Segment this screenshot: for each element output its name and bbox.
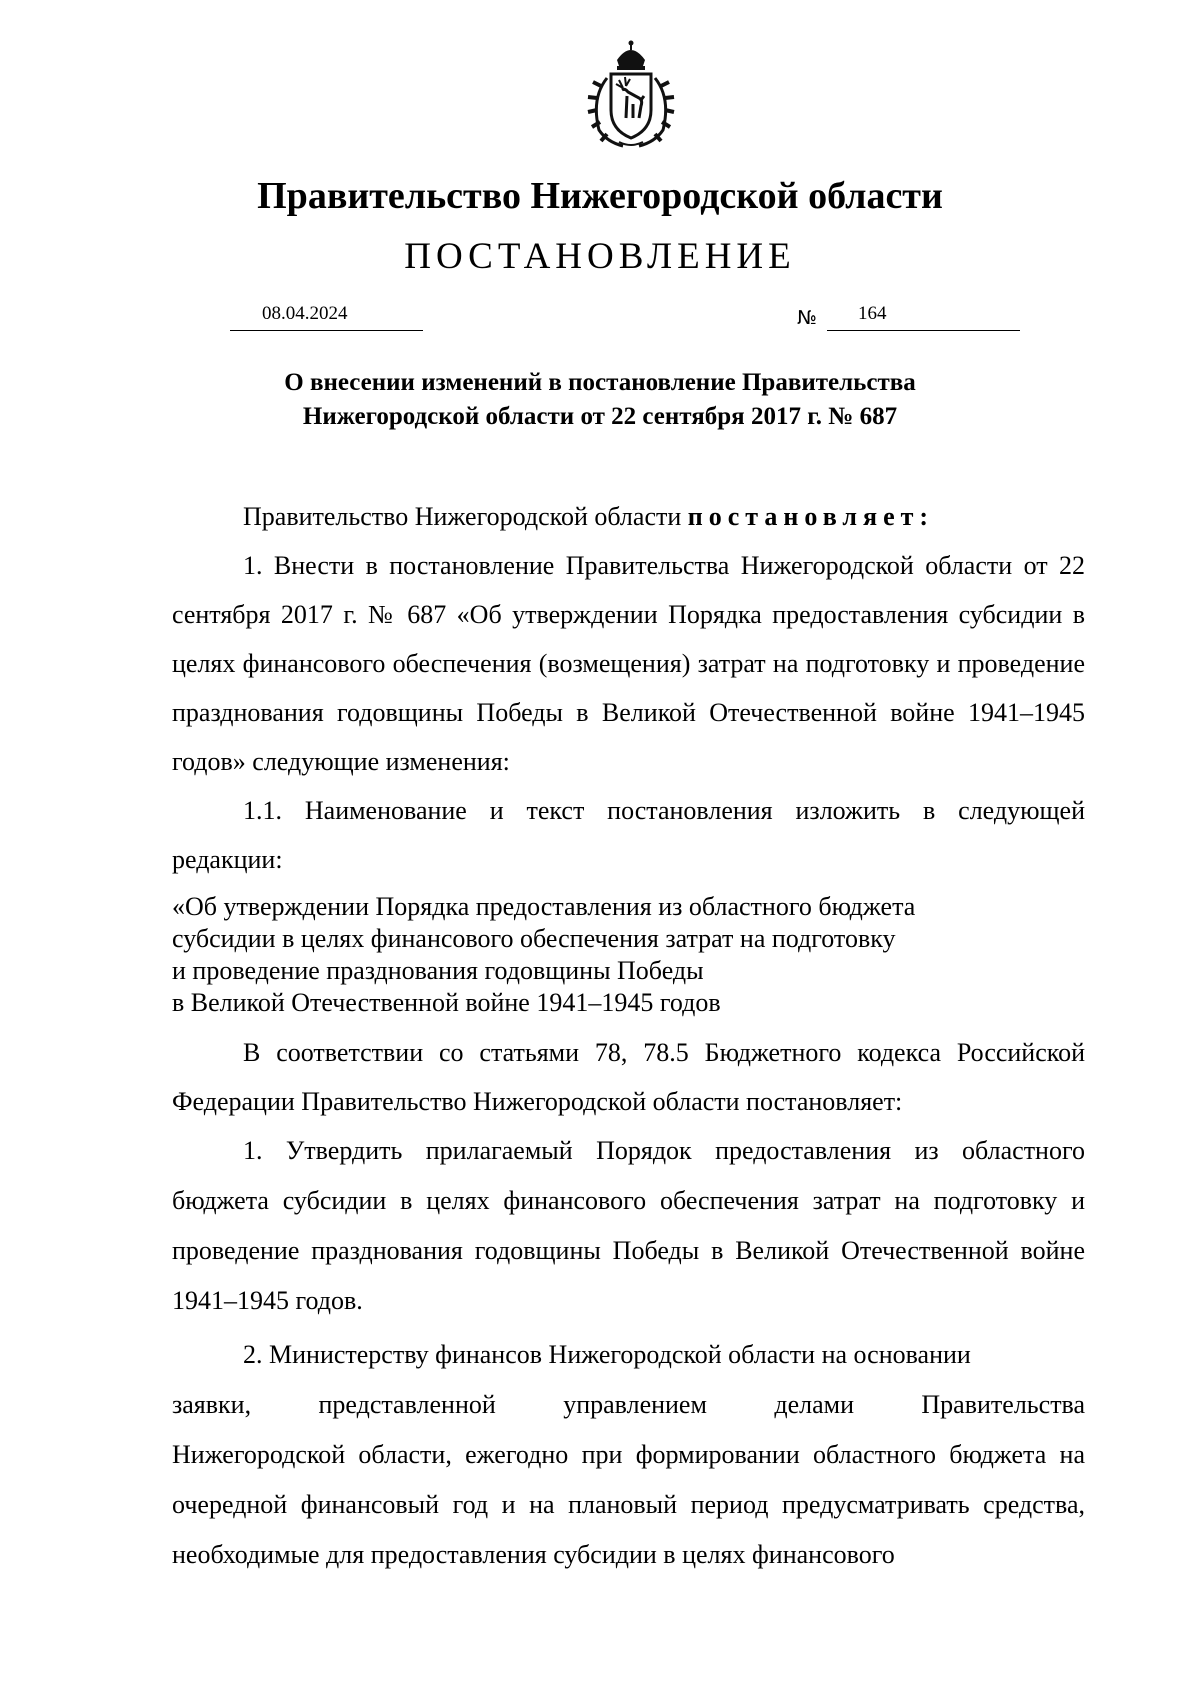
preamble-text: Правительство Нижегородской области (243, 502, 688, 531)
paragraph-quoted-item-2-rest: Нижегородской области, ежегодно при формировании областного бюджета на очередной финансовый год и на плановый период предусматривать средства, необходимые для предоставления субсидии в целях финансового (172, 1440, 1085, 1569)
government-name: Правительство Нижегородской области (257, 175, 943, 217)
number-sign: № (797, 307, 817, 329)
number-underline (827, 330, 1020, 331)
word-1: заявки, (172, 1390, 252, 1419)
word-4: делами (774, 1390, 854, 1419)
heading-line-2: Нижегородской области от 22 сентября 2017 г. № 687 (302, 403, 898, 430)
paragraph-basis: В соответствии со статьями 78, 78.5 Бюджетного кодекса Российской Федерации Правительство Нижегородской области постановляет: (172, 1038, 1085, 1116)
quote-line-3: и проведение празднования годовщины Победы (172, 956, 704, 985)
paragraph-quoted-item-1: 1. Утвердить прилагаемый Порядок предоставления из областного бюджета субсидии в целях финансового обеспечения затрат на подготовку и проведение празднования годовщины Победы в Великой Отечественной войне 1941–1945 годов. (172, 1136, 1085, 1315)
document-body (172, 492, 1085, 1580)
date-underline (230, 330, 423, 331)
word-2: представленной (318, 1390, 496, 1419)
heading-line-1: О внесении изменений в постановление Правительства (284, 369, 916, 396)
word-3: управлением (563, 1390, 707, 1419)
paragraph-item-1: 1. Внести в постановление Правительства Нижегородской области от 22 сентября 2017 г. № 687 «Об утверждении Порядка предоставления субсидии в целях финансового обеспечения (возмещения) затрат на подготовку и проведение празднования годовщины Победы в Великой Отечественной войне 1941–1945 годов» следующие изменения: (172, 551, 1085, 776)
preamble (172, 492, 1085, 541)
paragraph-quoted-item-2-line2 (172, 1380, 1085, 1430)
document-date: 08.04.2024 (262, 303, 348, 324)
quoted-title (172, 891, 1085, 1019)
coat-of-arms-icon (577, 38, 685, 150)
quote-line-4: в Великой Отечественной войне 1941–1945 годов (172, 988, 721, 1017)
decree-word: постановляет: (687, 502, 935, 531)
document-number: 164 (858, 303, 887, 324)
paragraph-quoted-item-2-start: 2. Министерству финансов Нижегородской области на основании (243, 1340, 971, 1369)
quote-line-2: субсидии в целях финансового обеспечения затрат на подготовку (172, 924, 896, 953)
word-5: Правительства (921, 1390, 1086, 1419)
quote-line-1: «Об утверждении Порядка предоставления из областного бюджета (172, 892, 916, 921)
paragraph-item-1-1: 1.1. Наименование и текст постановления изложить в следующей редакции: (172, 796, 1085, 874)
document-type: ПОСТАНОВЛЕНИЕ (404, 236, 796, 277)
document-heading (0, 366, 1200, 434)
